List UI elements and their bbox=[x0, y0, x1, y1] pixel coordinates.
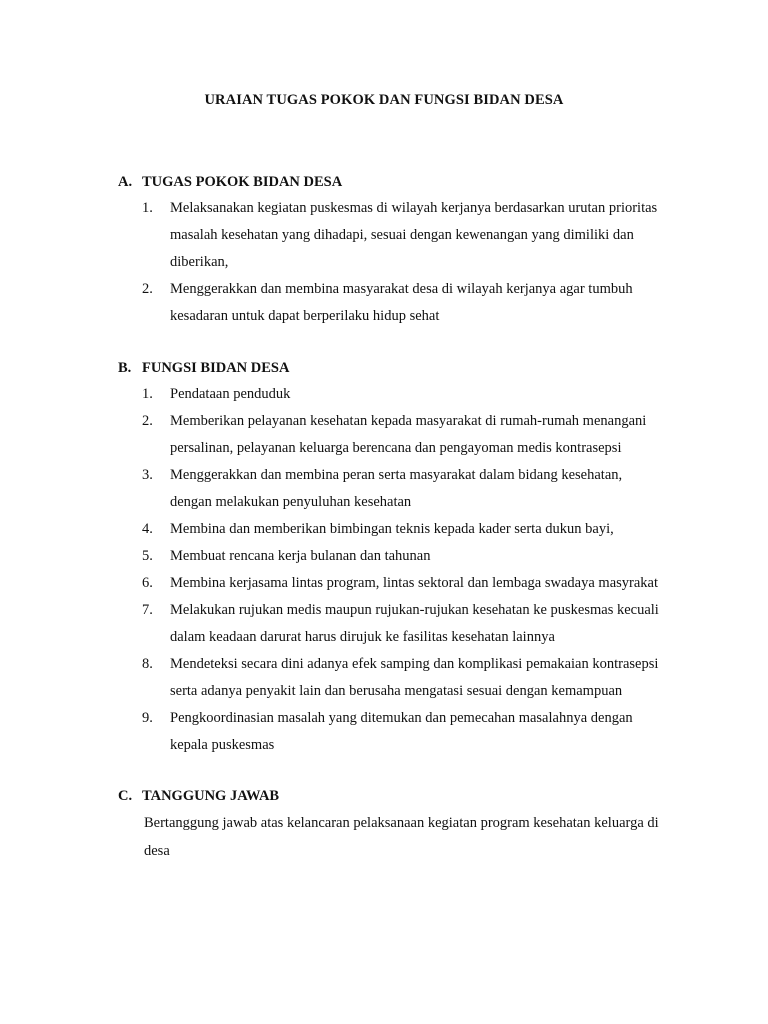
list-item bbox=[118, 195, 678, 276]
item-line: Menggerakkan dan membina masyarakat desa di wilayah kerjanya agar tumbuh bbox=[170, 281, 633, 297]
list-item bbox=[118, 705, 678, 759]
item-number: 3. bbox=[142, 467, 153, 483]
list-item bbox=[118, 597, 678, 651]
item-line: dengan melakukan penyuluhan kesehatan bbox=[170, 494, 412, 510]
paragraph-line: desa bbox=[144, 843, 170, 859]
item-number: 9. bbox=[142, 710, 153, 726]
item-number: 7. bbox=[142, 602, 153, 618]
list-item bbox=[118, 381, 678, 408]
list-item bbox=[118, 276, 678, 330]
paragraph bbox=[118, 809, 678, 865]
paragraph-line: Bertanggung jawab atas kelancaran pelaksanaan kegiatan program kesehatan keluarga di bbox=[144, 815, 659, 831]
section-title: FUNGSI BIDAN DESA bbox=[142, 360, 290, 376]
item-line: Melakukan rujukan medis maupun rujukan-rujukan kesehatan ke puskesmas kecuali bbox=[170, 602, 659, 618]
list-item bbox=[118, 543, 678, 570]
section-fungsi bbox=[118, 355, 678, 759]
item-list bbox=[118, 195, 678, 330]
item-line: kepala puskesmas bbox=[170, 737, 275, 753]
item-line: Membuat rencana kerja bulanan dan tahunan bbox=[170, 548, 431, 564]
item-line: Pengkoordinasian masalah yang ditemukan dan pemecahan masalahnya dengan bbox=[170, 710, 633, 726]
item-number: 8. bbox=[142, 656, 153, 672]
document-title: URAIAN TUGAS POKOK DAN FUNGSI BIDAN DESA bbox=[204, 92, 564, 108]
item-number: 6. bbox=[142, 575, 153, 591]
item-line: persalinan, pelayanan keluarga berencana dan pengayoman medis kontrasepsi bbox=[170, 440, 622, 456]
section-heading bbox=[118, 783, 678, 809]
section-tanggung-jawab bbox=[118, 783, 678, 865]
item-line: Membina kerjasama lintas program, lintas sektoral dan lembaga swadaya masyrakat bbox=[170, 575, 659, 591]
item-number: 1. bbox=[142, 200, 153, 216]
item-number: 2. bbox=[142, 413, 153, 429]
item-line: diberikan, bbox=[170, 254, 229, 270]
list-item bbox=[118, 516, 678, 543]
item-line: Membina dan memberikan bimbingan teknis kepada kader serta dukun bayi, bbox=[170, 521, 614, 537]
item-number: 4. bbox=[142, 521, 153, 537]
item-line: Pendataan penduduk bbox=[170, 386, 291, 402]
list-item bbox=[118, 570, 678, 597]
item-line: kesadaran untuk dapat berperilaku hidup sehat bbox=[170, 308, 440, 324]
item-line: serta adanya penyakit lain dan berusaha mengatasi sesuai dengan kemampuan bbox=[170, 683, 623, 699]
item-line: Mendeteksi secara dini adanya efek samping dan komplikasi pemakaian kontrasepsi bbox=[170, 656, 659, 672]
section-title: TUGAS POKOK BIDAN DESA bbox=[142, 174, 343, 190]
section-title: TANGGUNG JAWAB bbox=[142, 788, 280, 804]
item-number: 2. bbox=[142, 281, 153, 297]
section-letter: C. bbox=[118, 788, 133, 804]
item-line: Memberikan pelayanan kesehatan kepada masyarakat di rumah-rumah menangani bbox=[170, 413, 647, 429]
list-item bbox=[118, 651, 678, 705]
item-line: dalam keadaan darurat harus dirujuk ke fasilitas kesehatan lainnya bbox=[170, 629, 555, 645]
item-line: masalah kesehatan yang dihadapi, sesuai dengan kewenangan yang dimiliki dan bbox=[170, 227, 634, 243]
item-number: 5. bbox=[142, 548, 153, 564]
list-item bbox=[118, 408, 678, 462]
list-item bbox=[118, 462, 678, 516]
section-heading bbox=[118, 355, 678, 381]
item-list bbox=[118, 381, 678, 759]
item-line: Menggerakkan dan membina peran serta masyarakat dalam bidang kesehatan, bbox=[170, 467, 623, 483]
item-line: Melaksanakan kegiatan puskesmas di wilayah kerjanya berdasarkan urutan prioritas bbox=[170, 200, 658, 216]
section-letter: B. bbox=[118, 360, 132, 376]
item-number: 1. bbox=[142, 386, 153, 402]
section-tugas-pokok bbox=[118, 169, 678, 330]
section-heading bbox=[118, 169, 678, 195]
section-letter: A. bbox=[118, 174, 133, 190]
